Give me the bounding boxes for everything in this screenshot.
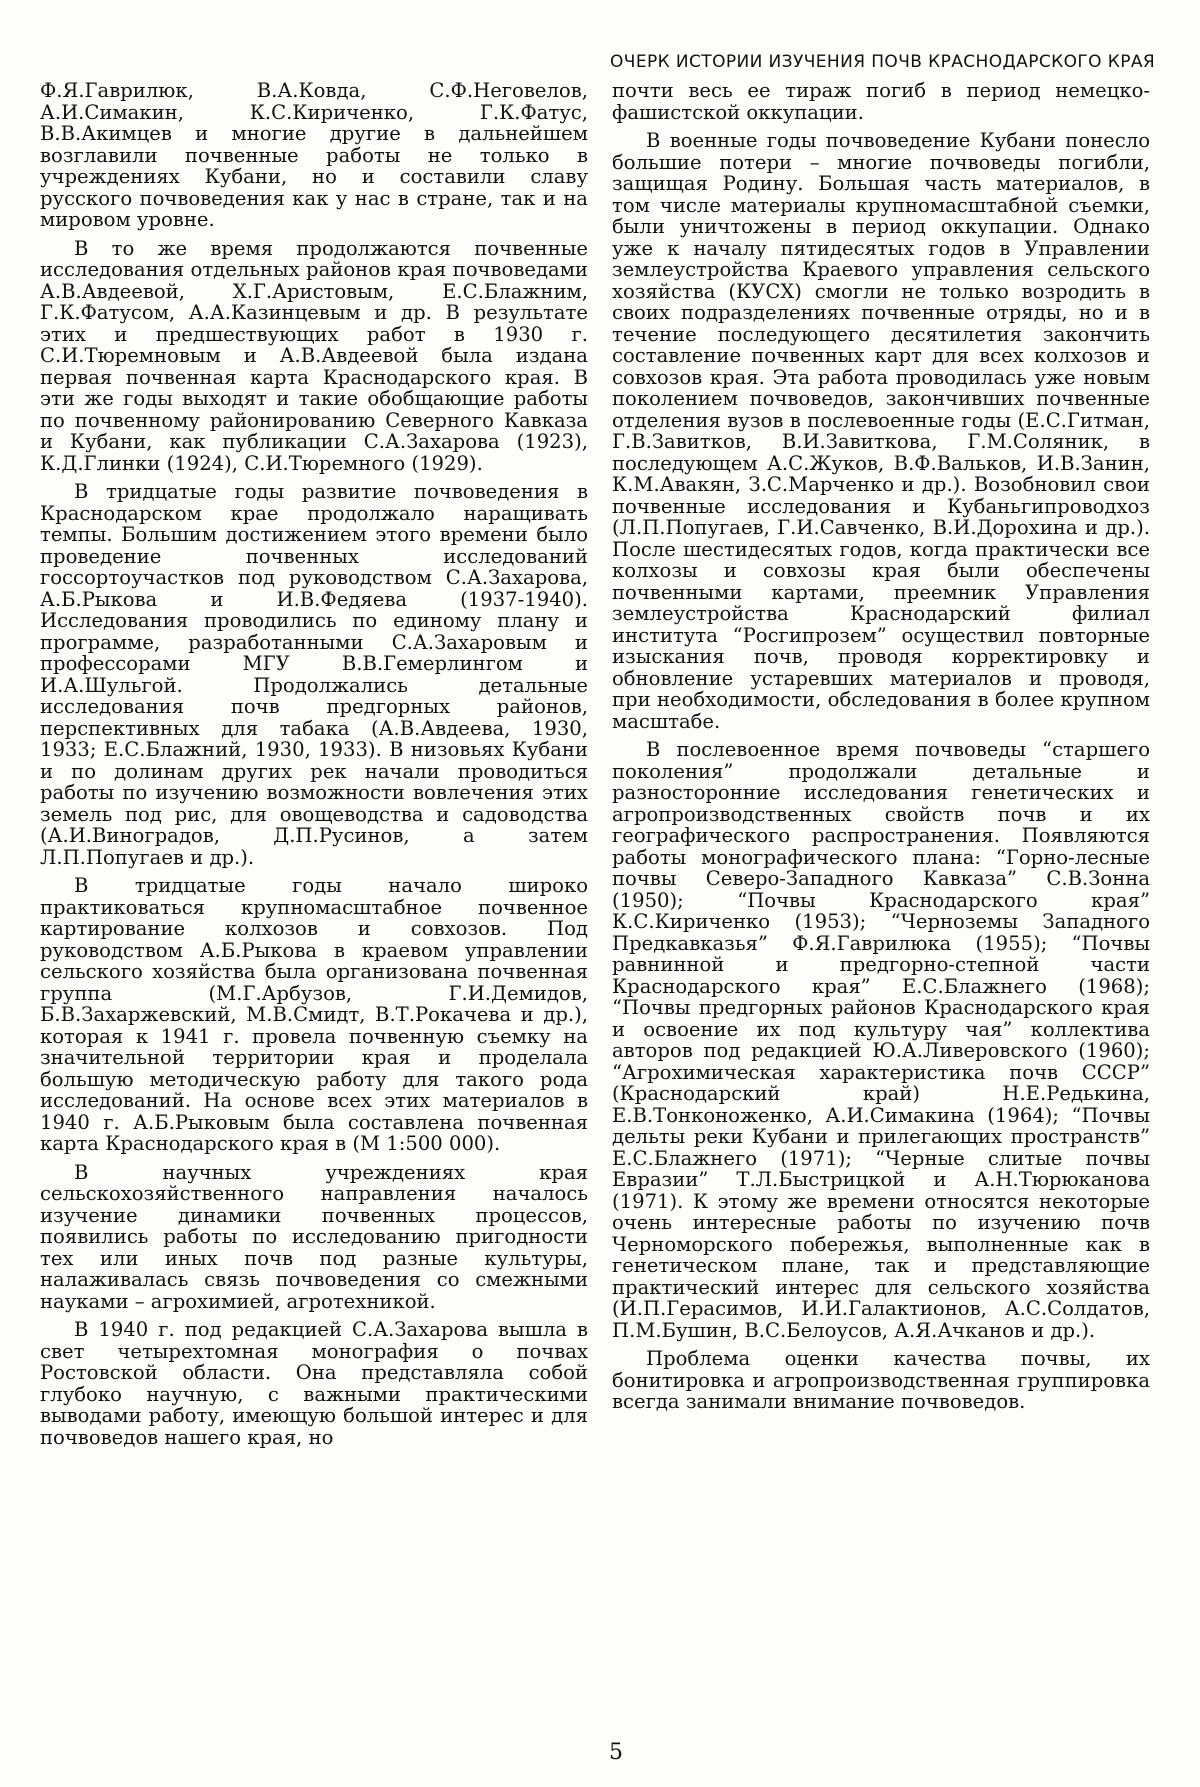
paragraph: В научных учреждениях края сельскохозяйственного направления началось изучение динамики почвенных процессов, появились работы по исследованию пригодности тех или иных почв под разные культуры, налаживалась связь почвоведения со смежными науками – агрохимией, агротехникой. [40,1160,588,1313]
right-column [612,80,1150,1420]
paragraph: Ф.Я.Гаврилюк, В.А.Ковда, С.Ф.Неговелов, А.И.Симакин, К.С.Кириченко, Г.К.Фатус, В.В.Акимцев и многие другие в дальнейшем возглавили почвенные работы не только в учреждениях Кубани, но и составили славу русского почвоведения как у нас в стране, так и на мировом уровне. [40,79,588,231]
paragraph: В тридцатые годы развитие почвоведения в Краснодарском крае продолжало наращивать темпы. Большим достижением этого времени было проведение почвенных исследований госсортоучастков под руководством С.А.Захарова, А.Б.Рыкова и И.В.Федяева (1937-1940). Исследования проводились по единому плану и программе, разработанными С.А.Захаровым и профессорами МГУ В.В.Гемерлингом и И.А.Шульгой. Продолжались детальные исследования почв предгорных районов, перспективных для табака (А.В.Авдеева, 1930, 1933; Е.С.Блажний, 1930, 1933). В низовьях Кубани и по долинам других рек начали проводиться работы по изучению возможности вовлечения этих земель под рис, для овощеводства и садоводства (А.И.Виноградов, Д.П.Русинов, а затем Л.П.Попугаев и др.). [40,480,588,869]
paragraph: В 1940 г. под редакцией С.А.Захарова вышла в свет четырехтомная монография о почвах Ростовской области. Она представляла собой глубоко научную, с важными практическими выводами работу, имеющую большой интерес и для почвоведов нашего края, но [40,1318,588,1449]
running-head: ОЧЕРК ИСТОРИИ ИЗУЧЕНИЯ ПОЧВ КРАСНОДАРСКОГО КРАЯ [610,52,1156,72]
left-column [40,80,588,1455]
paragraph: В послевоенное время почвоведы “старшего поколения” продолжали детальные и разносторонние исследования генетических и агропроизводственных свойств почв и их географического распространения. Появляются работы монографического плана: “Горно-лесные почвы Северо-Западного Кавказа” С.В.Зонна (1950); “Почвы Краснодарского края” К.С.Кириченко (1953); “Черноземы Западного Предкавказья” Ф.Я.Гаврилюка (1955); “Почвы равнинной и предгорно-степной части Краснодарского края” Е.С.Блажнего (1968); “Почвы предгорных районов Краснодарского края и освоение их под культуру чая” коллектива авторов под редакцией Ю.А.Ливеровского (1960); “Агрохимическая характеристика почв СССР” (Краснодарский край) Н.Е.Редькина, Е.В.Тонконоженко, А.И.Симакина (1964); “Почвы дельты реки Кубани и прилегающих пространств” Е.С.Блажнего (1971); “Черные слитые почвы Евразии” Т.Л.Быстрицкой и А.Н.Тюрюканова (1971). К этому же времени относятся некоторые очень интересные работы по изучению почв Черноморского побережья, выполненные как в генетическом плане, так и представляющие практический интерес для сельского хозяйства (И.П.Герасимов, И.И.Галактионов, А.С.Солдатов, П.М.Бушин, В.С.Белоусов, А.Я.Ачканов и др.). [612,738,1150,1342]
paragraph: Проблема оценки качества почвы, их бонитировка и агропроизводственная группировка всегда занимали внимание почвоведов. [612,1347,1150,1413]
paragraph: В военные годы почвоведение Кубани понесло большие потери – многие почвоведы погибли, защищая Родину. Большая часть материалов, в том числе материалы крупномасштабной съемки, были уничтожены в период оккупации. Однако уже к началу пятидесятых годов в Управлении землеустройства Краевого управления сельского хозяйства (КУСХ) смогли не только возродить в своих подразделениях почвенные отряды, но и в течение последующего десятилетия закончить составление почвенных карт для всех колхозов и совхозов края. Эта работа проводилась уже новым поколением почвоведов, закончивших почвенные отделения вузов в послевоенные годы (Е.С.Гитман, Г.В.Завитков, В.И.Завиткова, Г.М.Соляник, в последующем А.С.Жуков, В.Ф.Вальков, И.В.Занин, К.М.Авакян, З.С.Марченко и др.). Возобновил свои почвенные исследования и Кубаньгипроводхоз (Л.П.Попугаев, Г.И.Савченко, В.И.Дорохина и др.). После шестидесятых годов, когда практически все колхозы и совхозы края были обеспечены почвенными картами, преемник Управления землеустройства Краснодарский филиал института “Росгипрозем” осуществил повторные изыскания почв, проводя корректировку и обновление устаревших материалов и проводя, при необходимости, обследования в более крупном масштабе. [612,129,1150,733]
paragraph: В то же время продолжаются почвенные исследования отдельных районов края почвоведами А.В.Авдеевой, Х.Г.Аристовым, Е.С.Блажним, Г.К.Фатусом, А.А.Казинцевым и др. В результате этих и предшествующих работ в 1930 г. С.И.Тюремновым и А.В.Авдеевой была издана первая почвенная карта Краснодарского края. В эти же годы выходят и такие обобщающие работы по почвенному районированию Северного Кавказа и Кубани, как публикации С.А.Захарова (1923), К.Д.Глинки (1924), С.И.Тюремного (1929). [40,236,588,475]
paragraph: почти весь ее тираж погиб в период немецко-фашистской оккупации. [612,79,1150,124]
page-number: 5 [609,1740,623,1765]
paragraph: В тридцатые годы начало широко практиковаться крупномасштабное почвенное картирование колхозов и совхозов. Под руководством А.Б.Рыкова в краевом управлении сельского хозяйства была организована почвенная группа (М.Г.Арбузов, Г.И.Демидов, Б.В.Захаржевский, М.В.Смидт, В.Т.Рокачева и др.), которая к 1941 г. провела почвенную съемку на значительной территории края и проделала большую методическую работу для такого рода исследований. На основе всех этих материалов в 1940 г. А.Б.Рыковым была составлена почвенная карта Краснодарского края в (М 1:500 000). [40,874,588,1155]
